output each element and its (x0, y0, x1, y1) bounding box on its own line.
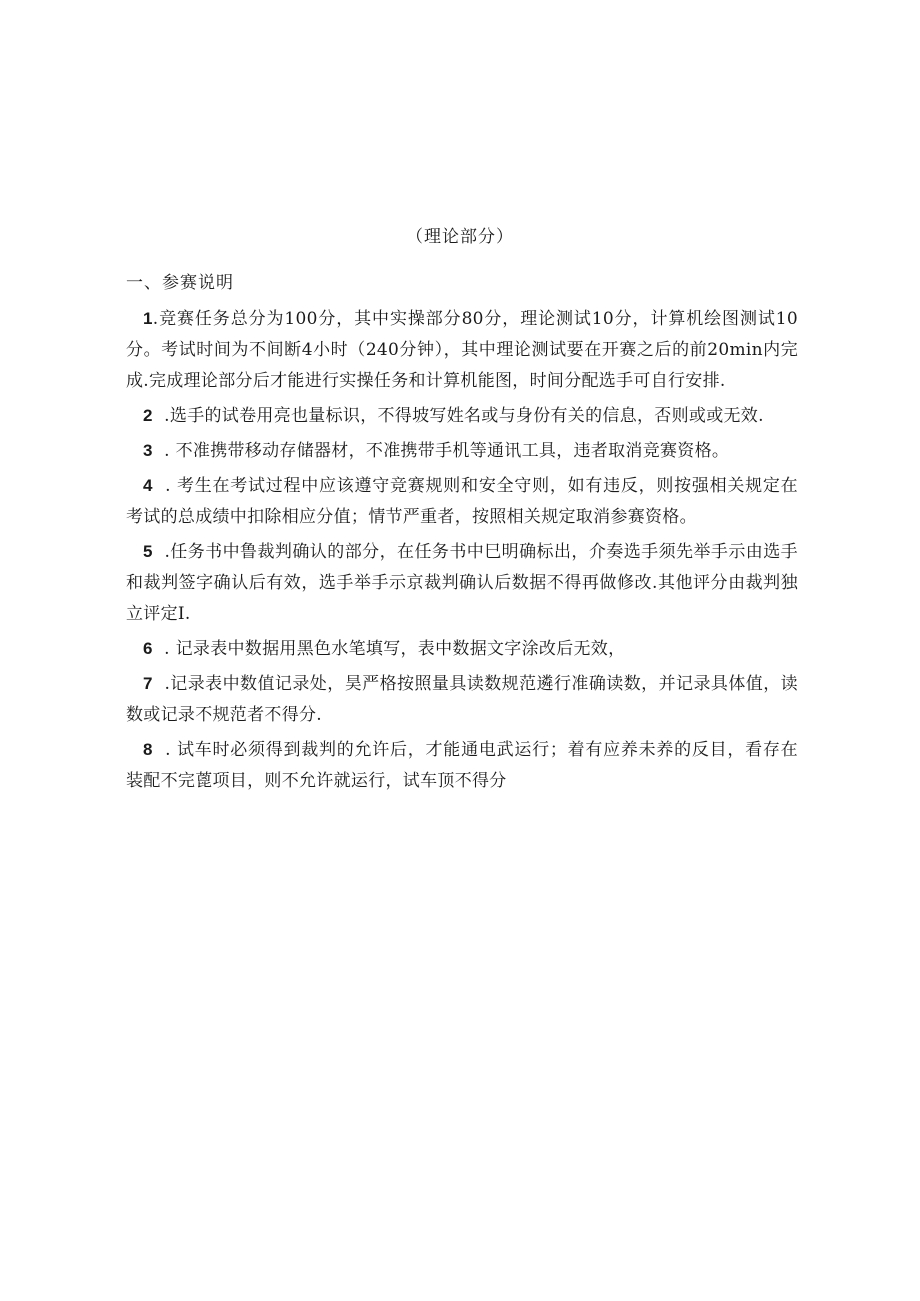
rule-number: 4 (143, 476, 153, 495)
rule-text: 任务书中鲁裁判确认的部分，在任务书中巳明确标出，介奏选手须先举手示由选手和裁判签字确认后有效，选手举手示京裁判确认后数据不得再做修改.其他评分由裁判独立评定I. (126, 542, 798, 624)
rule-item-3 (126, 435, 798, 467)
rule-separator: . (152, 441, 176, 461)
rule-number: 3 (143, 441, 153, 460)
rule-number: 7 (143, 674, 153, 693)
rule-number: 1 (143, 309, 153, 328)
rule-separator: . (152, 740, 177, 760)
section-heading: 一、参赛说明 (126, 273, 234, 293)
rule-item-8 (126, 734, 798, 797)
rule-number: 6 (143, 639, 153, 658)
rule-separator: . (152, 309, 159, 329)
rule-text: 选手的试卷用亮也量标识，不得坡写姓名或与身份有关的信息，否则或或无效. (169, 406, 764, 426)
rule-text: 记录表中数值记录处，昊严格按照量具读数规范遴行准确读数，并记录具体值，读数或记录不规范者不得分. (126, 674, 798, 725)
rule-item-5 (126, 536, 798, 630)
rule-text: 考生在考试过程中应该遵守竞赛规则和安全守则，如有违反，则按强相关规定在考试的总成绩中扣除相应分值；情节严重者，按照相关规定取消参赛资格。 (126, 476, 798, 527)
rule-separator: . (152, 674, 171, 694)
rule-item-7 (126, 668, 798, 731)
rules-list (126, 303, 798, 800)
rule-item-6 (126, 633, 798, 665)
rule-separator: . (152, 476, 177, 496)
rule-item-1 (126, 303, 798, 397)
page-title: （理论部分） (406, 227, 514, 247)
rule-text: 不准携带移动存储器材，不准携带手机等通讯工具，违者取消竞赛资格。 (175, 441, 730, 461)
rule-separator: . (152, 639, 176, 659)
rule-item-4 (126, 470, 798, 533)
rule-number: 2 (143, 406, 153, 425)
rule-separator: . (152, 542, 171, 562)
rule-item-2 (126, 400, 798, 432)
rule-text: 记录表中数据用黑色水笔填写，表中数据文字涂改后无效， (175, 639, 626, 659)
rule-separator: . (152, 406, 170, 426)
rule-text: 试车时必须得到裁判的允许后，才能通电武运行；着有应养未养的反目，看存在装配不完蓖项目，则不允许就运行，试车顶不得分 (126, 740, 798, 791)
rule-number: 8 (143, 740, 153, 759)
rule-number: 5 (143, 542, 153, 561)
rule-text: 竞赛任务总分为100分，其中实操部分80分，理论测试10分，计算机绘图测试10分。考试时间为不间断4小时（240分钟），其中理论测试要在开赛之后的前20min内完成.完成理论部分后才能进行实操任务和计算机能图，时间分配选手可自行安排. (126, 309, 798, 391)
